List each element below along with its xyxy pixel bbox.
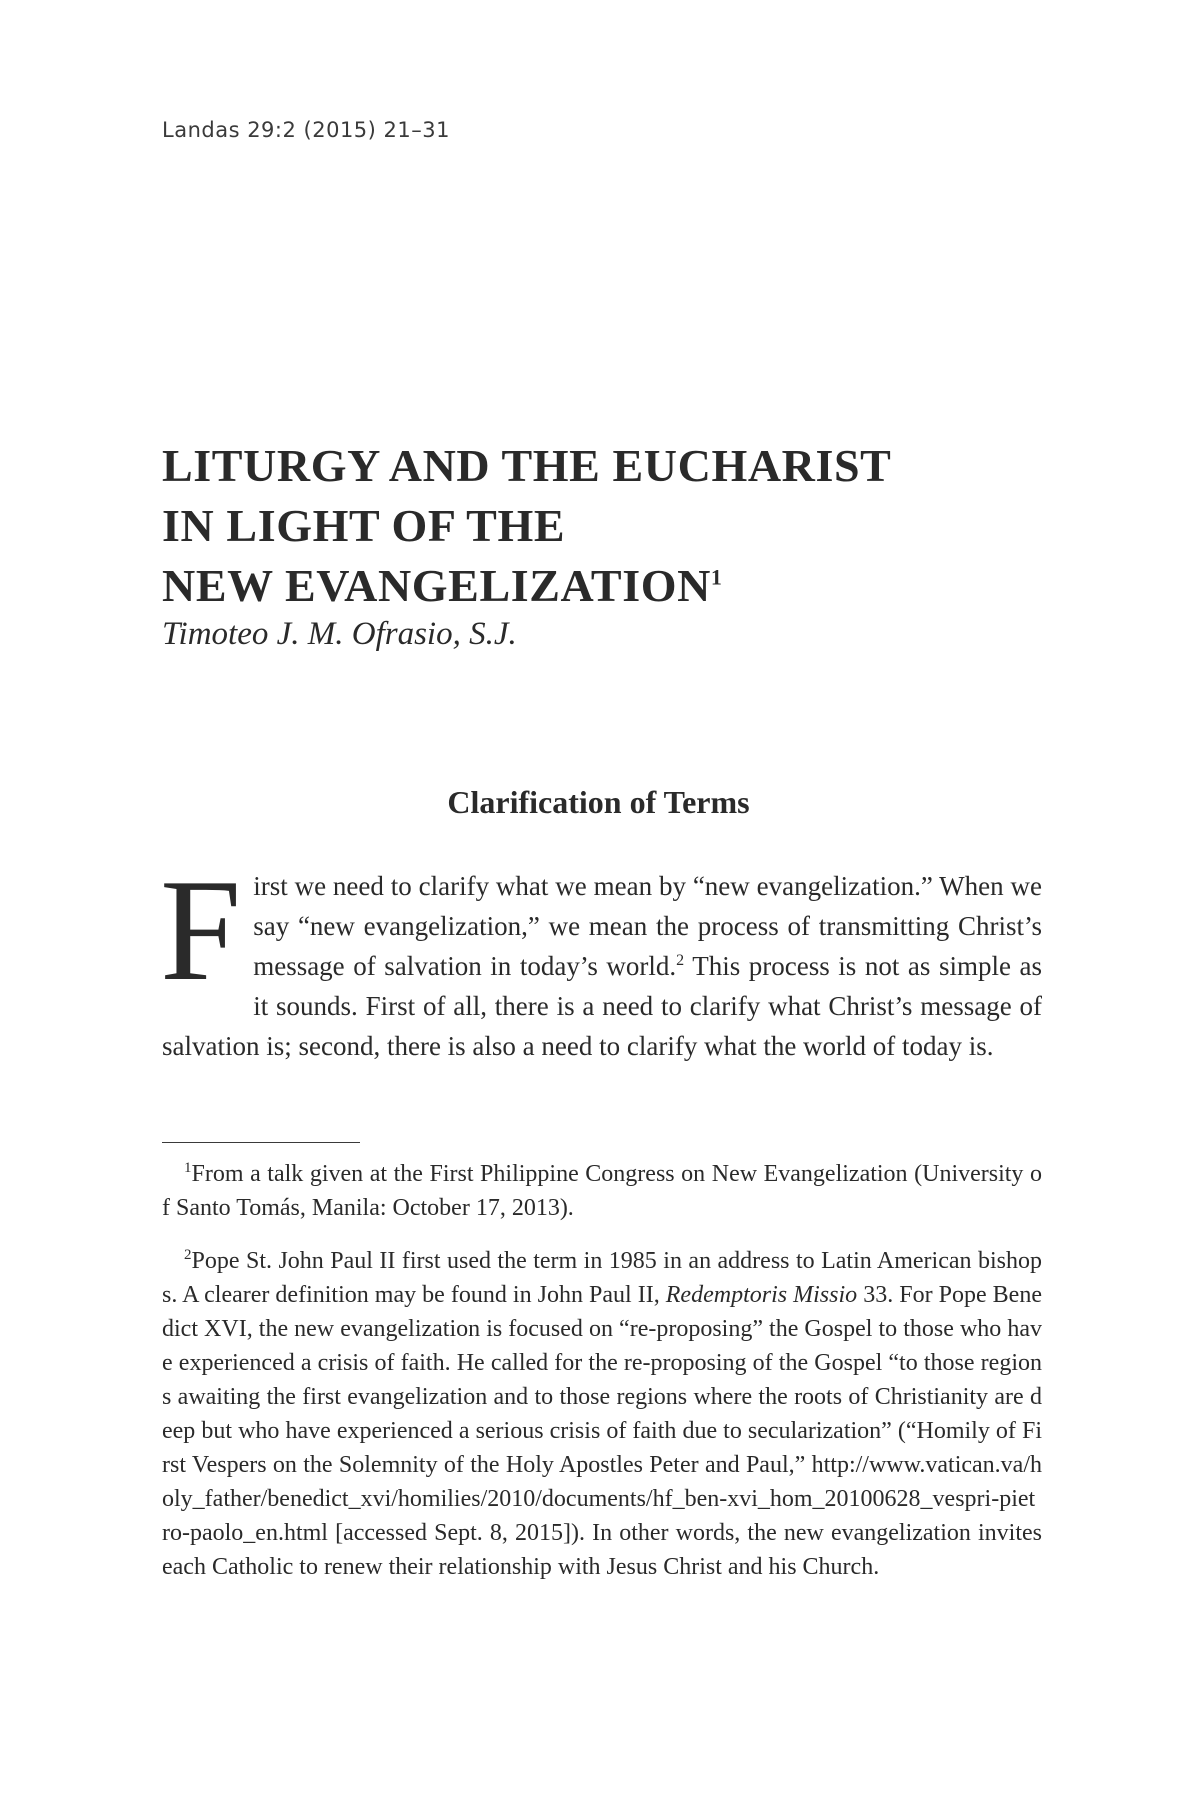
footnote-separator [162,1142,360,1143]
footnote-2 [162,1244,1042,1584]
article-title-line-3 [162,556,1062,616]
footnote-text-part-2: 33. For Pope Benedict XVI, the new evangelization is focused on “re-proposing” the Gospel to those who have experienced a crisis of faith. He called for the re-proposing of the Gospel “to those regions awaiting the first evangelization and to those regions where the roots of Christianity are deep but who have experienced a serious crisis of faith due to secularization” (“Homily of First Vespers on the Solemnity of the Holy Apostles Peter and Paul,” http://www.vatican.va/holy_father/benedict_xvi/homilies/2010/documents/hf_ben-xvi_hom_20100628_vespri-pietro-paolo_en.html [accessed Sept. 8, 2015]). In other words, the new evangelization invites each Catholic to renew their relationship with Jesus Christ and his Church. [162,1282,1042,1580]
drop-cap: F [160,849,242,1011]
article-title-line-1: LITURGY AND THE EUCHARIST [162,440,892,491]
footnote-text-part-1: Pope St. John Paul II first used the term in 1985 in an address to Latin American bishops. A clearer definition may be found in John Paul II, [162,1248,1042,1308]
section-heading: Clarification of Terms [447,784,750,820]
article-title-line-2: IN LIGHT OF THE [162,500,566,551]
footnote-number: 2 [184,1247,192,1263]
footnote-text: From a talk given at the First Philippine Congress on New Evangelization (University of Santo Tomás, Manila: October 17, 2013). [162,1161,1042,1221]
footnote-ref-2[interactable]: 2 [676,952,685,969]
title-footnote-ref[interactable]: 1 [710,564,723,590]
footnotes [162,1157,1042,1603]
article-title-line-3-text: NEW EVANGELIZATION [162,560,711,611]
author-byline: Timoteo J. M. Ofrasio, S.J. [162,616,517,652]
running-header: Landas 29:2 (2015) 21–31 [162,118,450,142]
footnote-1 [162,1157,1042,1225]
paragraph-text-part-2: This process is not as simple as it sounds. First of all, there is a need to clarify what Christ’s message of salvation is; second, there is also a need to clarify what the world of today is. [162,951,1042,1061]
paragraph-text-part-1: irst we need to clarify what we mean by “new evangelization.” When we say “new evangelization,” we mean the process of transmitting Christ’s message of salvation in today’s world. [253,871,1042,981]
cited-work-title: Redemptoris Missio [665,1282,858,1308]
article-title-block [162,436,1062,653]
body-paragraph [160,849,1042,1066]
footnote-number: 1 [184,1160,192,1176]
